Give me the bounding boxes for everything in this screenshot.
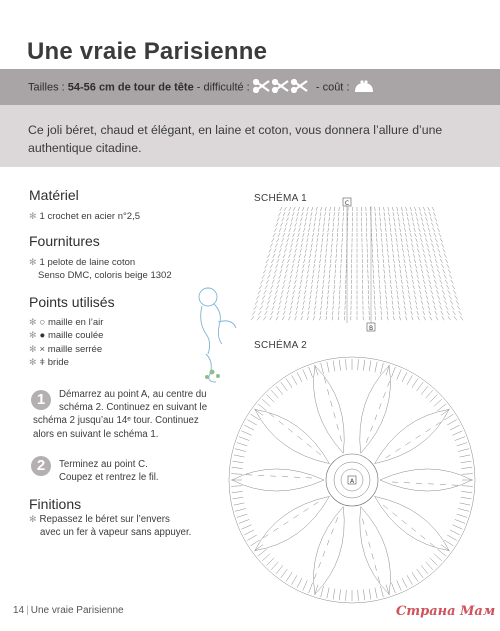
points-list [29, 316, 103, 369]
page-footer: 14 | Une vraie Parisienne [13, 605, 124, 616]
schema-2-label: SCHÉMA 2 [254, 340, 307, 351]
finitions-heading: Finitions [29, 496, 82, 512]
fournitures-item: ✻ 1 pelote de laine coton Senso DMC, coloris beige 1302 [29, 257, 172, 281]
sizes-label: Tailles : [28, 81, 68, 94]
materiel-heading: Matériel [29, 187, 79, 203]
schema-1-label: SCHÉMA 1 [254, 193, 307, 204]
schema-2-marker-a: A [349, 478, 355, 485]
step-2-text: Terminez au point C. Coupez et rentrez le fil. [59, 459, 159, 484]
points-heading: Points utilisés [29, 294, 115, 310]
schema-2-diagram [222, 346, 490, 604]
step-number-1: 1 [31, 390, 51, 410]
chain-stitch-icon: ○ [39, 317, 46, 328]
materiel-item: ✻ 1 crochet en acier n°2,5 [29, 211, 140, 222]
sizes-value: 54-56 cm de tour de tête [67, 81, 194, 94]
slip-stitch-icon: ● [39, 330, 46, 342]
double-crochet-icon: ǂ [39, 356, 46, 368]
point-item: ✻ ǂ bride [29, 356, 69, 368]
watermark: Страна Мам [396, 604, 496, 619]
point-item: ✻ ● maille coulée [29, 330, 104, 342]
single-crochet-icon: × [39, 343, 46, 355]
difficulty-scissors-icon [253, 79, 313, 96]
step-number-2: 2 [31, 456, 51, 476]
info-line [28, 79, 375, 96]
schema-1-marker-c: C [344, 200, 350, 207]
point-item: ✻ ○ maille en l’air [29, 317, 104, 328]
page-number: 14 [13, 605, 25, 616]
point-item: ✻ × maille serrée [29, 343, 103, 355]
step-1-text: Démarrez au point A, au centre du schéma 2. Continuez en suivant le schéma 2 jusqu’au 14ᵉ tour. Continuez alors en suivant le schéma 1. [33, 389, 208, 440]
footer-title: Une vraie Parisienne [30, 605, 124, 616]
bullet-star-icon: ✻ [29, 257, 37, 267]
cost-purse-icon [353, 79, 375, 96]
schema-1-marker-b: B [368, 325, 374, 332]
fournitures-heading: Fournitures [29, 233, 100, 249]
schema-1-diagram [250, 195, 465, 340]
finitions-text: ✻ Repassez le béret sur l’envers avec un fer à vapeur sans appuyer. [29, 514, 192, 538]
intro-text: Ce joli béret, chaud et élégant, en laine et coton, vous donnera l’allure d’une authentique citadine. [28, 123, 443, 155]
page-title: Une vraie Parisienne [27, 38, 268, 65]
bullet-star-icon: ✻ [29, 514, 37, 524]
cost-label: - coût : [312, 81, 353, 94]
difficulty-label: - difficulté : [193, 81, 253, 94]
bullet-star-icon: ✻ [29, 211, 37, 221]
